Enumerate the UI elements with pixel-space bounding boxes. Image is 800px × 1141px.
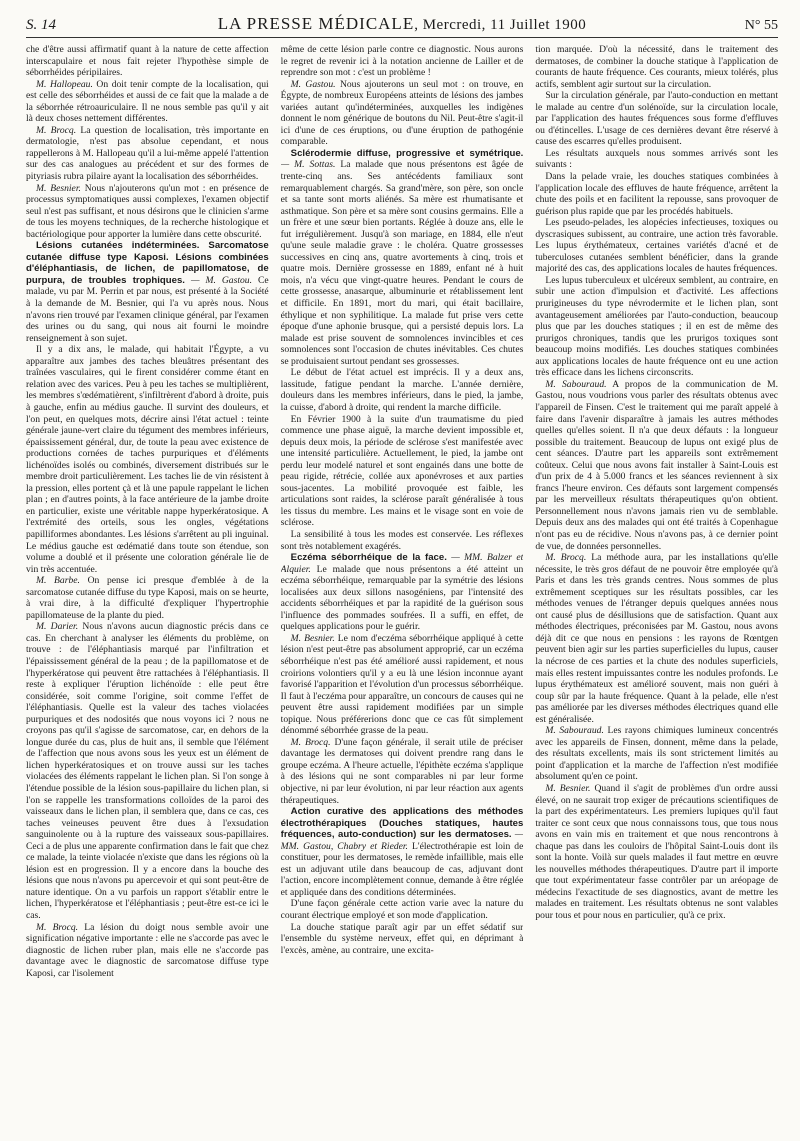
- text-columns: [26, 44, 778, 1134]
- paragraph-text: Ce malade, vu par M. Perrin et par nous, est présenté à la Société à la demande de M. Besnier, qui l'a vu après nous. Nous n'avons rien trouvé par l'examen clinique général, par l'examen des urines ou du sang, qui nous ait fourni le moindre renseignement à son sujet.: [26, 274, 269, 344]
- paragraph: D'une façon générale cette action varie avec la nature du courant électrique employé et son mode d'application.: [280, 898, 524, 922]
- section-authors: — MM. Balzer et Alquier.: [280, 552, 524, 575]
- paragraph: [26, 575, 269, 621]
- paragraph: Les résultats auxquels nous sommes arrivés sont les suivants :: [535, 147, 778, 171]
- paragraph: che d'être aussi affirmatif quant à la nature de cette affection interscapulaire et nous fait rejeter l'hypothèse simple de séborrhéides péripilaires.: [26, 44, 269, 79]
- speaker-name: M. Sabouraud.: [545, 725, 604, 737]
- speaker-name: M. Besnier.: [545, 783, 591, 794]
- column-2: [281, 44, 524, 1134]
- paragraph-text: On pense ici presque d'emblée à de la sarcomatose cutanée diffuse du type Kaposi, mais on se heurte, à vrai dire, à la difficulté d'expliquer l'hypertrophie papillomateuse de la plante du pied.: [26, 575, 269, 621]
- paragraph: [281, 737, 524, 806]
- paragraph: [535, 783, 778, 922]
- paragraph: tion marquée. D'où la nécessité, dans le traitement des dermatoses, de combiner la douche statique à l'application de courants de haute fréquence. Ces courants, mieux tolérés, plus actifs, semblent agir surtout sur la circulation.: [535, 44, 778, 90]
- paragraph: [26, 922, 269, 980]
- paragraph-text: La malade que nous présentons est âgée de trente-cinq ans. Ses antécédents familiaux sont remarquablement chargés. Sa grand'mère, son père, son oncle et sa tante sont morts aliénés. Sa mère est rhumatisante et asthmatique. Son père et sa mère sont cousins germains. Elle a un frère et une sœur bien portants. Réglée à douze ans, elle le fut irrégulièrement. Jusqu'à son mariage, en 1884, elle n'eut qu'une seule maladie grave : le choléra. Quatre grossesses successives en cinq ans, quatre avortements à cinq, trois et quatre mois. Dernière grossesse en 1889, enfant né à huit mois, n'a vécu que vingt-quatre heures. Pendant le cours de cette grossesse, anasarque, albuminurie et rétablissement lent et difficile. En 1891, mort du mari, qui était bacillaire, éthylique et non syphilitique. La malade fut prise vers cette époque d'une aphonie brusque, qui a persisté depuis lors. La malade est prise souvent de somnolences invincibles et ces somnolences sont l'occasion de chutes inévitables. Ces chutes se produisaient surtout pendant ses grossesses.: [280, 159, 524, 367]
- page-number: S. 14: [26, 17, 56, 33]
- speaker-name: M. Barbe.: [36, 575, 80, 587]
- paragraph-text: A propos de la communication de M. Gastou, nous voudrions vous parler des résultats obtenus avec l'appareil de Finsen. C'est le traitement qui me paraît appelé à faire dans l'avenir disparaître à jamais les autres méthodes quelles qu'elles soient. Il n'a que deux défauts : la longueur possible du traitement. Beaucoup de lupus ont exigé plus de cent séances. D'autre part les appareils sont extrêmement coûteux. Celui que nous avons fait installer à Saint-Louis est d'un prix de 4 à 5.000 francs et les séances reviennent à six francs l'heure environ. Ces défauts sont largement compensés par les merveilleux résultats thérapeutiques qu'on obtient. Personnellement nous n'avons jamais rien vu de semblable. Depuis deux ans des malades qui ont été traités à Copenhague n'ont pas eu de récidive. Nous n'avons pas, à ce dernier point de vue, de données personnelles.: [535, 378, 778, 552]
- paragraph-text: Les rayons chimiques lumineux concentrés avec les appareils de Finsen, donnent, même dans la pelade, des résultats excellents, mais ils sont strictement limités au point d'application et la marche de l'affection n'est modifiée absolument qu'en ce point.: [535, 725, 778, 783]
- section-title: Lésions cutanées indéterminées. Sarcomatose cutanée diffuse type Kaposi. Lésions combinées d'éléphantiasis, de lichen, de papillomatose, de purpura, de troubles trophiques.: [26, 240, 269, 286]
- section: [26, 240, 269, 344]
- paragraph: Les lupus tuberculeux et ulcéreux semblent, au contraire, en subir une action d'impulsion et d'activité. Les affections prurigineuses du type névrodermite et le lichen plan, sont avantageusement améliorées par l'auto-conduction, beaucoup plus que par les douches statiques ; il en est de même des prurigos chroniques, tandis que les prurigos toxiques sont beaucoup moins modifiés. Les douches statiques combinées aux applications locales de haute fréquence ont eu une action très efficace dans les lichens circonscrits.: [535, 274, 778, 379]
- paragraph-text: D'une façon générale, il serait utile de préciser davantage les dermatoses qui doivent prendre rang dans le groupe eczéma. A l'heure actuelle, l'épithète eczéma s'applique à des lésions qui ne sont comparables ni par leur forme objective, ni par leur évolution, ni par leur réaction aux agents thérapeutiques.: [280, 736, 524, 806]
- speaker-name: M. Brocq.: [290, 736, 331, 748]
- section-title: Sclérodermie diffuse, progressive et symétrique.: [290, 147, 524, 159]
- paragraph: [535, 379, 778, 552]
- speaker-name: M. Brocq.: [36, 921, 79, 933]
- paragraph: Les pseudo-pelades, les alopécies infectieuses, toxiques ou dyscrasiques subissent, au contraire, une action très favorable. Les lupus érythémateux, certaines variétés d'acné et de tuberculoses cutanées semblent bénéficier, dans la grande majorité des cas, des applications locales de hautes fréquences.: [535, 217, 778, 275]
- journal-title: LA PRESSE MÉDICALE: [217, 14, 415, 33]
- paragraph-text: La lésion du doigt nous semble avoir une signification négative importante : elle ne s'accorde pas avec le diagnostic de lichen ruber plan, mais elle ne s'accorde pas davantage avec le diagnostic de sarcomatose diffuse type Kaposi, car l'isolement: [26, 921, 269, 979]
- paragraph-text: Le malade que nous présentons a été atteint un eczéma séborrhéique, remarquable par la symétrie des lésions localisées aux deux sillons nasogéniens, par l'intensité des accidents séborrhéiques et par la rapidité de la guérison sous l'influence des pommades soufrées. Il a suffi, en effet, de quelques applications pour le guérir.: [280, 563, 524, 633]
- section-title: Action curative des applications des méthodes électrothérapiques (Douches statiques, hautes fréquences, auto-conduction) sur les dermatoses.: [280, 806, 524, 841]
- section: [281, 806, 524, 898]
- paragraph: Il y a dix ans, le malade, qui habitait l'Égypte, a vu apparaître aux jambes des taches bleuâtres présentant des traînées vasculaires, qui le firent considérer comme étant en relation avec des varices. Peu à peu les taches se multiplièrent, les membres s'œdématièrent, s'infiltrèrent d'abord à droite, puis à gauche, enfin au médius gauche. Il survint des douleurs, et l'on peut, en quelques mots, décrire ainsi l'état actuel : teinte générale jaune-vert claire du tégument des membres inférieurs, épaississement général, dur, de toute la peau avec existence de productions cornées de taches purpuriques et d'éléments lichénoïdes isolés ou combinés, diversement distribués sur le membre droit particulièrement. Les taches lie de vin résistent à la pression, elles portent çà et là une papule rappelant le lichen plan ; en d'autres points, à la face antérieure de la jambe droite en particulier, existe une véritable nappe hyperkératosique. A l'extrémité des orteils, sous les ongles, végétations papilliformes abondantes. Les lésions s'arrêtent au pli inguinal. Le médius gauche est œdématié dans toute son étendue, son volume a doublé et il présente une coloration générale lie de vin très accentuée.: [26, 344, 269, 575]
- column-3: [535, 44, 778, 1134]
- speaker-name: M. Besnier.: [290, 632, 335, 644]
- paragraph-text: L'électrothérapie est loin de constituer, pour les dermatoses, le remède infaillible, mais elle est un adjuvant utile dans beaucoup de cas, adjuvant dont l'action, encore incomplètement connue, demande à être réglée et appliquée dans des conditions déterminées.: [280, 840, 524, 898]
- paragraph-text: Quand il s'agit de problèmes d'un ordre aussi élevé, on ne saurait trop exiger de précautions scientifiques de la part des expérimentateurs. Les premiers lupiques qu'il faut traiter ce sont ceux que nous connaissons tous, que tous nous avons en vain mis en traitement et que nous rencontrons à chaque pas dans les couloirs de l'hôpital Saint-Louis dont ils sont la honte. Voilà sur quels malades il faut mettre en œuvre les nouvelles méthodes thérapeutiques. D'autre part il importe que tout expérimentateur fasse contrôler par un aréopage de médecins l'exactitude de ses diagnostics, avant de mettre les malades en traitement. Les résultats obtenus ne sont valables pour tous et pour nous en particulier, qu'à ce prix.: [535, 783, 778, 922]
- section-title: Eczéma séborrhéique de la face.: [290, 552, 447, 564]
- paragraph: En Février 1900 à la suite d'un traumatisme du pied commence une phase aiguë, la marche devient impossible et, depuis deux mois, la période de sclérose s'est manifestée avec une intensité particulière. Actuellement, le pied, la jambe ont perdu leur modelé naturel et sont engainés dans une botte de peau rigide, rétrécie, collée aux aponévroses et aux parties sous-jacentes. La mobilité provoquée est faible, les articulations sont raides, la sclérose paraît généralisée à tous les tissus du membre. Les mains et le visage sont en voie de sclérose.: [280, 413, 524, 529]
- section: [281, 148, 524, 367]
- section-authors: — M. Sottas.: [280, 159, 336, 171]
- paragraph: [26, 125, 269, 183]
- speaker-name: M. Besnier.: [36, 182, 81, 194]
- section-authors: — M. Gastou.: [190, 274, 252, 286]
- page-header: [26, 8, 778, 38]
- paragraph-text: Nous n'ajouterons qu'un mot : en présence de processus symptomatiques aussi complexes, l'examen objectif seul n'est pas suffisant, et nous désirons que le clinicien s'arme de tous les moyens techniques, de la recherche histologique et bactériologique pour apporter la lumière dans cette obscurité.: [26, 182, 269, 240]
- issue-number: N° 55: [744, 18, 778, 33]
- speaker-name: M. Brocq.: [545, 552, 587, 564]
- paragraph: Le début de l'état actuel est imprécis. Il y a deux ans, lassitude, fatigue pendant la marche. L'année dernière, douleurs dans les membres inférieurs, dans le pied, la jambe, la cuisse, d'abord à droite, qui rendent la marche difficile.: [280, 367, 524, 413]
- paragraph: [535, 552, 778, 725]
- paragraph: [26, 621, 269, 921]
- paragraph: [281, 79, 524, 148]
- column-1: [26, 44, 269, 1134]
- paragraph: La sensibilité à tous les modes est conservée. Les réflexes sont très notablement exagérés.: [280, 528, 524, 552]
- speaker-name: M. Darier.: [36, 621, 79, 633]
- speaker-name: M. Gastou.: [290, 78, 336, 90]
- speaker-name: M. Hallopeau.: [36, 78, 93, 90]
- speaker-name: M. Brocq.: [36, 124, 77, 136]
- speaker-name: M. Sabouraud.: [545, 378, 607, 390]
- paragraph-text: La méthode aura, par les installations qu'elle nécessite, le très gros défaut de ne pouvoir être employée qu'à Paris et dans les très grands centres. Nous sommes de plus extrêmement sceptiques sur les résultats possibles, car les méthodes venues de l'étranger depuis quelques années nous ont causé plus de désillusions que de satisfaction. Quant aux méthodes électriques, préconisées par M. Gastou, nous avons déjà dit ce que nous en pensions : les rayons de Rœntgen peuvent bien agir sur les parties superficielles du lupus, causer la nécrose de ces parties et la chute des nodules superficiels, mais elles restent impuissantes contre les nodules profonds. Le lupus érythémateux est amélioré souvent, mais non guéri à coup sûr par la haute fréquence. Quant à la pelade, elle n'est pas améliorée par les diverses méthodes électriques quand elle est généralisée.: [535, 552, 778, 725]
- paragraph: même de cette lésion parle contre ce diagnostic. Nous aurons le regret de revenir ici à la notation ancienne de Lailler et de reprendre son mot : c'est un problème !: [280, 44, 524, 79]
- paragraph: La douche statique paraît agir par un effet sédatif sur l'ensemble du système nerveux, effet qui, en déprimant à l'excès, amène, au contraire, une excita-: [280, 921, 524, 956]
- paragraph-text: Nous n'avons aucun diagnostic précis dans ce cas. En cherchant à analyser les éléments du problème, on trouve : de l'éléphantiasis marqué par l'infiltration et l'épaississement général de la peau ; de la papillomatose et de l'hyperkératose qui peuvent être rattachées à l'éléphantiasis. Il reste à expliquer l'éruption lichénoïde : elle peut être considérée, soit comme l'origine, soit comme l'effet de l'éléphantiasis. Quelle est la valeur des taches violacées purpuriques et des nodosités que nous voyons ici ? nous ne croyons pas qu'il s'agisse de sarcomatose, car, en dehors de la longue durée du cas, plus de huit ans, il semble que l'élément de l'affection que nous avons sous les yeux est un élément de lichen hyperkératosiques et on trouve aussi sur les taches violacées des éléments rappelant le lichen plan. Si l'on songe à l'étendue possible de la lésion sous-papillaire du lichen plan, si l'on se rappelle les transformations colloïdes de la paroi des vaisseaux dans le lichen plan, il semblera que, dans ce cas, ces taches veineuses peuvent être dues à l'exsudation sanguinolente ou à la rupture des vaisseaux sous-papillaires. Ceci a de plus une apparente confirmation dans le fait que chez ce malade, la teinte violacée n'existe que dans les régions où la lésion est en progression. Il y a encore dans la bouche des lésions que nous n'avons pu apercevoir et qui sont peut-être de nature identique. On a vu parfois un rapport s'établir entre le lichen, l'hyperkératose et l'éléphantiasis ; peut-être est-ce ici le cas.: [26, 621, 269, 922]
- masthead: [116, 14, 688, 34]
- section: [281, 552, 524, 633]
- paragraph-text: Nous ajouterons un seul mot : on trouve, en Égypte, de nombreux Européens atteints de lésions des jambes variées autant qu'indéterminées, auxquelles les indigènes donnent le nom générique de boutons du Nil. Peut-être s'agit-il ici d'une de ces éruptions, ou d'une éruption de pathogénie comparable.: [280, 78, 524, 148]
- paragraph: Dans la pelade vraie, les douches statiques combinées à l'application locale des effluves de haute fréquence, arrêtent la chute des poils et en facilitent la repousse, sans provoquer de guérison plus rapide que par les procédés habituels.: [535, 171, 778, 217]
- paragraph-text: La question de localisation, très importante en dermatologie, n'est pas absolue cependant, et nous rappellerons à M. Hallopeau qu'il a lui-même appelé l'attention sur des cas analogues au précédent et sur des formes de pityriasis rubra pilaire ayant la localisation des séborrhéides.: [26, 124, 269, 183]
- paragraph-text: On doit tenir compte de la localisation, qui est celle des séborrhéides et aussi de ce fait que la malade a de la séborrhée rétroauriculaire. Il ne nous semble pas qu'il y ait là deux choses nettement différentes.: [26, 78, 269, 125]
- paragraph-text: Le nom d'eczéma séborrhéique appliqué à cette lésion n'est peut-être pas absolument approprié, car un eczéma séborrhéique n'est pas été amélioré aussi rapidement, et nous croirions volontiers qu'il y a eu là une lésion inconnue ayant favorisé l'apparition et l'évolution d'un processus séborrhéique. Il faut à l'eczéma pour apparaître, un concours de causes qui ne peuvent être aussi rapidement modifiées par un simple topique. Nous préférerions donc que ce cas fût simplement dénommé séborrhée grasse de la peau.: [280, 632, 524, 737]
- paragraph: [26, 183, 269, 241]
- paragraph: [535, 725, 778, 783]
- paragraph: [281, 633, 524, 737]
- section-authors: — MM. Gastou, Chabry et Rieder.: [280, 829, 524, 852]
- issue-date: , Mercredi, 11 Juillet 1900: [414, 17, 587, 33]
- paragraph: [26, 79, 269, 125]
- paragraph: Sur la circulation générale, par l'auto-conduction en mettant le malade au centre d'un solénoïde, sur la circulation locale, par l'application des hautes fréquences sous forme d'effluves ou d'étincelles. L'usage de ces dernières devant être réservé à cause des escarres qu'elles produisent.: [535, 90, 778, 148]
